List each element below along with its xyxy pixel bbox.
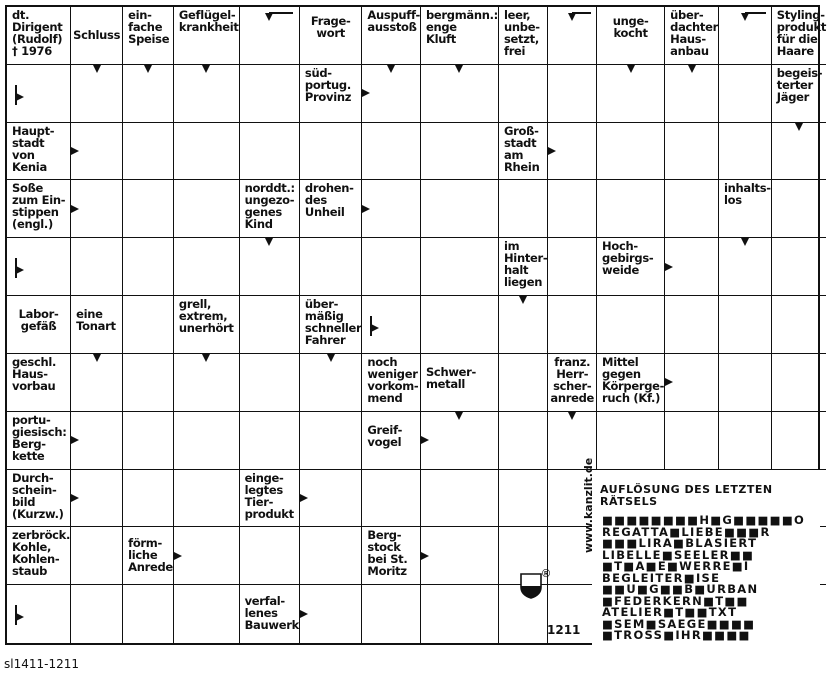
clue-text: Labor- gefäß [18,307,59,334]
grid-cell[interactable] [240,123,300,181]
clue-text: Auspuff- ausstoß [367,8,420,34]
publisher-logo-icon [520,573,542,599]
grid-cell[interactable] [71,238,123,296]
grid-cell[interactable] [548,180,597,238]
grid-cell[interactable] [597,296,665,354]
grid-cell[interactable] [240,412,300,470]
grid-cell[interactable] [71,65,123,123]
grid-cell[interactable] [71,585,123,643]
grid-cell[interactable] [362,585,421,643]
grid-cell[interactable] [665,354,719,412]
clue-cell [123,527,174,585]
clue-text: franz. Herr- scher- anrede [550,354,595,405]
grid-cell[interactable] [499,296,548,354]
grid-cell[interactable] [71,527,123,585]
grid-cell[interactable] [665,412,719,470]
clue-text: inhalts- los [724,181,771,208]
arrow-right-icon [16,93,24,101]
clue-cell [7,123,71,181]
clue-cell [123,7,174,65]
clue-cell [240,180,300,238]
solution-row: ■T■A■E■WERRE■I [602,559,750,573]
grid-cell[interactable] [362,123,421,181]
grid-cell[interactable] [719,296,772,354]
grid-cell[interactable] [499,470,548,528]
solution-row: ■■■LIRA■BLASIERT [602,536,758,550]
clue-cell [772,65,826,123]
grid-cell[interactable] [362,180,421,238]
clue-text: drohen- des Unheil [304,181,354,220]
grid-cell[interactable] [7,238,71,296]
grid-cell[interactable] [240,527,300,585]
clue-text: über- dachter Haus- anbau [670,8,719,58]
arrow-right-icon [371,324,379,332]
grid-cell[interactable] [174,527,240,585]
clue-cell [240,585,300,643]
clue-text: Hoch- gebirgs- weide [602,239,654,278]
grid-cell[interactable] [7,585,71,643]
grid-cell[interactable] [597,123,665,181]
registered-mark: ® [542,568,551,580]
clue-cell [174,7,240,65]
clue-cell [240,470,300,528]
grid-cell[interactable] [499,65,548,123]
grid-cell[interactable] [665,296,719,354]
clue-text: Mittel gegen Körperge- ruch (Kf.) [602,354,665,405]
clue-cell [362,527,421,585]
grid-cell[interactable] [548,123,597,181]
clue-text: geschl. Haus- vorbau [12,354,57,393]
solution-row: ATELIER■T■■TXT [602,605,738,619]
clue-cell [7,296,71,354]
grid-cell[interactable] [71,180,123,238]
clue-text: Geflügel- krankheit [178,8,239,34]
solution-row: REGATTA■LIEBE■■■R [602,524,771,539]
grid-cell[interactable] [240,7,300,65]
grid-cell[interactable] [240,354,300,412]
clue-cell [300,65,363,123]
website-url: www.kanzlit.de [582,457,595,553]
grid-cell[interactable] [7,65,71,123]
clue-text: Groß- stadt am Rhein [503,123,540,174]
grid-cell[interactable] [174,412,240,470]
grid-cell[interactable] [123,238,174,296]
clue-cell [7,527,71,585]
clue-cell [7,470,71,528]
solution-row: BEGLEITER■ISE [602,570,721,585]
grid-cell[interactable] [421,65,499,123]
clue-text: zerbröck. Kohle, Kohlen- staub [12,528,71,579]
clue-cell [597,354,665,412]
grid-cell[interactable] [123,470,174,528]
grid-cell[interactable] [597,180,665,238]
grid-cell[interactable] [174,180,240,238]
clue-cell [665,7,719,65]
clue-text: eine Tonart [76,307,116,334]
solution-row: LIBELLE■SEELER■■ [602,547,755,562]
clue-cell [597,7,665,65]
grid-cell[interactable] [421,585,499,643]
clue-text: norddt.: ungezo- genes Kind [244,181,295,232]
grid-cell[interactable] [300,123,363,181]
clue-cell [71,296,123,354]
clue-cell [71,7,123,65]
clue-cell [421,354,499,412]
solution-title: AUFLÖSUNG DES LETZTEN RÄTSELS [600,483,773,508]
clue-cell [772,7,826,65]
grid-cell[interactable] [421,238,499,296]
clue-cell [499,123,548,181]
grid-cell[interactable] [719,65,772,123]
clue-cell [174,296,240,354]
grid-cell[interactable] [665,238,719,296]
clue-cell [548,354,597,412]
clue-cell [300,180,363,238]
solution-row: ■SEM■SAEGE■■■■ [602,616,756,631]
clue-text: Berg- stock bei St. Moritz [367,528,408,579]
clue-text: portu- giesisch: Berg- kette [12,412,67,463]
clue-text: Schluss [73,28,121,42]
clue-text: unge- kocht [612,14,649,40]
clue-cell [719,180,772,238]
solution-row: ■■■■■■■■H■G■■■■■O [602,513,806,527]
clue-cell [7,180,71,238]
clue-cell [499,238,548,296]
grid-cell[interactable] [300,527,363,585]
grid-cell[interactable] [421,527,499,585]
grid-cell[interactable] [719,412,772,470]
grid-cell[interactable] [719,354,772,412]
grid-cell[interactable] [123,412,174,470]
puzzle-number: 1211 [547,623,581,637]
grid-cell[interactable] [300,412,363,470]
clue-text: über- mäßig schneller Fahrer [304,297,362,348]
clue-text: im Hinter- halt liegen [503,239,548,290]
grid-cell[interactable] [174,354,240,412]
grid-cell[interactable] [772,354,826,412]
grid-cell[interactable] [362,296,421,354]
clue-cell [300,296,363,354]
grid-cell[interactable] [174,470,240,528]
grid-cell[interactable] [300,238,363,296]
grid-cell[interactable] [597,65,665,123]
clue-cell [421,7,499,65]
grid-cell[interactable] [499,354,548,412]
grid-cell[interactable] [421,296,499,354]
grid-cell[interactable] [362,238,421,296]
arrow-right-icon [16,266,24,274]
grid-cell[interactable] [772,296,826,354]
clue-text: dt. Dirigent (Rudolf) † 1976 [12,8,63,58]
arrow-down-icon [265,13,273,21]
grid-cell[interactable] [174,123,240,181]
grid-cell[interactable] [174,65,240,123]
grid-cell[interactable] [597,412,665,470]
grid-cell[interactable] [240,238,300,296]
grid-cell[interactable] [123,180,174,238]
grid-cell[interactable] [499,180,548,238]
clue-text: süd- portug. Provinz [304,65,352,104]
grid-cell[interactable] [300,354,363,412]
clue-cell [597,238,665,296]
clue-cell [7,354,71,412]
arrow-down-icon [568,13,576,21]
clue-text: verfal- lenes Bauwerk [244,594,299,633]
solution-row: ■■U■G■■B■URBAN [602,582,759,596]
clue-text: begeis- terter Jäger [776,65,823,104]
grid-cell[interactable] [548,7,597,65]
clue-text: grell, extrem, unerhört [178,297,234,336]
grid-cell[interactable] [300,585,363,643]
grid-cell[interactable] [548,238,597,296]
clue-text: Schwer- metall [425,364,477,391]
solution-panel [592,470,820,645]
clue-text: bergmänn.: enge Kluft [425,8,498,46]
solution-row: ■FEDERKERN■T■■ [602,593,749,608]
solution-row: ■TROSS■IHR■■■■ [602,628,751,642]
grid-cell[interactable] [240,65,300,123]
grid-cell[interactable] [71,123,123,181]
grid-cell[interactable] [123,65,174,123]
clue-text: förm- liche Anrede [128,536,173,575]
grid-cell[interactable] [548,296,597,354]
grid-cell[interactable] [548,65,597,123]
clue-text: Soße zum Ein- stippen (engl.) [12,181,66,232]
clue-text: Styling- produkt für die Haare [776,8,827,58]
grid-cell[interactable] [772,412,826,470]
clue-text: einge- legtes Tier- produkt [244,470,294,521]
grid-cell[interactable] [421,180,499,238]
grid-cell[interactable] [300,470,363,528]
clue-text: noch weniger vorkom- mend [367,354,419,405]
grid-cell[interactable] [362,470,421,528]
grid-cell[interactable] [71,412,123,470]
clue-cell [362,7,421,65]
arrow-down-icon [741,13,749,21]
clue-cell [300,7,363,65]
clue-cell [7,7,71,65]
grid-cell[interactable] [499,412,548,470]
clue-text: Frage- wort [310,14,351,40]
grid-cell[interactable] [772,238,826,296]
grid-cell[interactable] [123,123,174,181]
grid-cell[interactable] [719,123,772,181]
clue-text: Durch- schein- bild (Kurzw.) [12,470,64,521]
grid-cell[interactable] [665,65,719,123]
clue-cell [362,412,421,470]
grid-cell[interactable] [421,412,499,470]
grid-cell[interactable] [665,123,719,181]
grid-cell[interactable] [174,585,240,643]
grid-cell[interactable] [174,238,240,296]
grid-cell[interactable] [123,296,174,354]
grid-cell[interactable] [719,238,772,296]
clue-text: leer, unbe- setzt, frei [503,8,540,58]
footer-id: sl1411-1211 [4,657,79,671]
clue-cell [362,354,421,412]
grid-cell[interactable] [123,585,174,643]
grid-cell[interactable] [240,296,300,354]
grid-cell[interactable] [772,123,826,181]
grid-cell[interactable] [665,180,719,238]
grid-cell[interactable] [362,65,421,123]
grid-cell[interactable] [421,470,499,528]
clue-text: Haupt- stadt von Kenia [12,123,55,174]
arrow-right-icon [16,613,24,621]
clue-text: ein- fache Speise [128,8,170,46]
grid-cell[interactable] [772,180,826,238]
clue-text: Greif- vogel [367,422,403,449]
grid-cell[interactable] [71,470,123,528]
grid-cell[interactable] [123,354,174,412]
grid-cell[interactable] [719,7,772,65]
grid-cell[interactable] [421,123,499,181]
clue-cell [499,7,548,65]
clue-cell [7,412,71,470]
grid-cell[interactable] [71,354,123,412]
